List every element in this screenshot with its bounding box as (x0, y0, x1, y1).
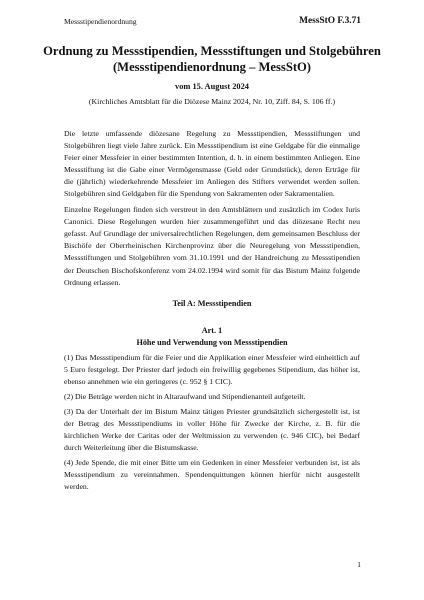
header-short-title: Messstipendienordnung (64, 17, 137, 26)
preamble (64, 128, 360, 293)
running-header (64, 16, 361, 30)
preamble-paragraph-1: Die letzte umfassende diözesane Regelung zu Messstipendien, Messstiftungen und Stolgebühren liegt viele Jahre zurück. Ein Messstipendium ist eine Geldgabe für die einmalige Feier einer Messfeier in einer bestimmten Intention, d. h. in einem bestimmten Anliegen. Eine Messstiftung ist die Gabe einer Vermögensmasse (Geld oder Grundstück), deren Erträge für die (jährlich) wiederkehrende Messfeier im Anliegen des Stifters verwendet werden sollen. Stolgebühren sind Geldgaben für die Spendung von Sakramenten oder Sakramentalien. (64, 129, 360, 199)
article-heading (0, 325, 424, 349)
header-reference: MessStO F.3.71 (299, 16, 361, 26)
article-paragraph-2: (2) Die Beträge werden nicht in Altaraufwand und Stipendienanteil aufgeteilt. (64, 392, 306, 402)
preamble-paragraph-2: Einzelne Regelungen finden sich verstreut in den Amtsblättern und zusätzlich im Codex Iuris Canonici. Diese Regelungen wurden hier zusammengeführt und das diözesane Recht neu gefasst. Auf Grundlage der universalrechtlichen Regelungen, dem gemeinsamen Beschluss der Bischöfe der Oberrheinischen Kirchenprovinz über die Neuregelung von Messstipendien, Messstiftungen und Stolgebühren vom 31.10.1991 und der Handreichung zu Messstipendien der Deutschen Bischofskonferenz vom 24.02.1994 wird somit für das Bistum Mainz folgende Ordnung erlassen. (64, 205, 360, 287)
article-body (64, 352, 360, 497)
article-paragraph-4: (4) Jede Spende, die mit einer Bitte um ein Gedenken in einer Messfeier verbunden ist, ist als Messstipendium zu vereinnahmen. Spendenquittungen können hierfür nicht ausgestellt werden. (64, 458, 360, 492)
article-number: Art. 1 (201, 326, 223, 335)
article-paragraph-1: (1) Das Messstipendium für die Feier und die Applikation einer Messfeier wird einheitlich auf 5 Euro festgelegt. Der Priester darf jedoch ein freiwillig gegebenes Stipendium, das höher ist, ebenso annehmen wie ein geringeres (c. 952 § 1 CIC). (64, 353, 360, 387)
part-heading: Teil A: Messstipendien (172, 299, 252, 308)
publication-source: (Kirchliches Amtsblatt für die Diözese Mainz 2024, Nr. 10, Ziff. 84, S. 106 ff.) (88, 97, 336, 106)
article-paragraph-3: (3) Da der Unterhalt der im Bistum Mainz tätigen Priester grundsätzlich sichergestellt ist, ist der Betrag des Messstipendiums in voller Höhe für Zwecke der Kirche, z. B. für die kirchlichen Werke der Caritas oder der Weltmission zu verwenden (c. 946 CIC), bei Bedarf durch Weiterleitung über die Bistumskasse. (64, 407, 360, 453)
page-number: 1 (357, 560, 361, 569)
article-title: Höhe und Verwendung von Messstipendien (136, 338, 288, 347)
document-title: Ordnung zu Messstipendien, Messstiftungen und Stolgebühren (Messstipendienordnung – MessStO) (43, 44, 381, 74)
document-date: vom 15. August 2024 (175, 82, 249, 91)
